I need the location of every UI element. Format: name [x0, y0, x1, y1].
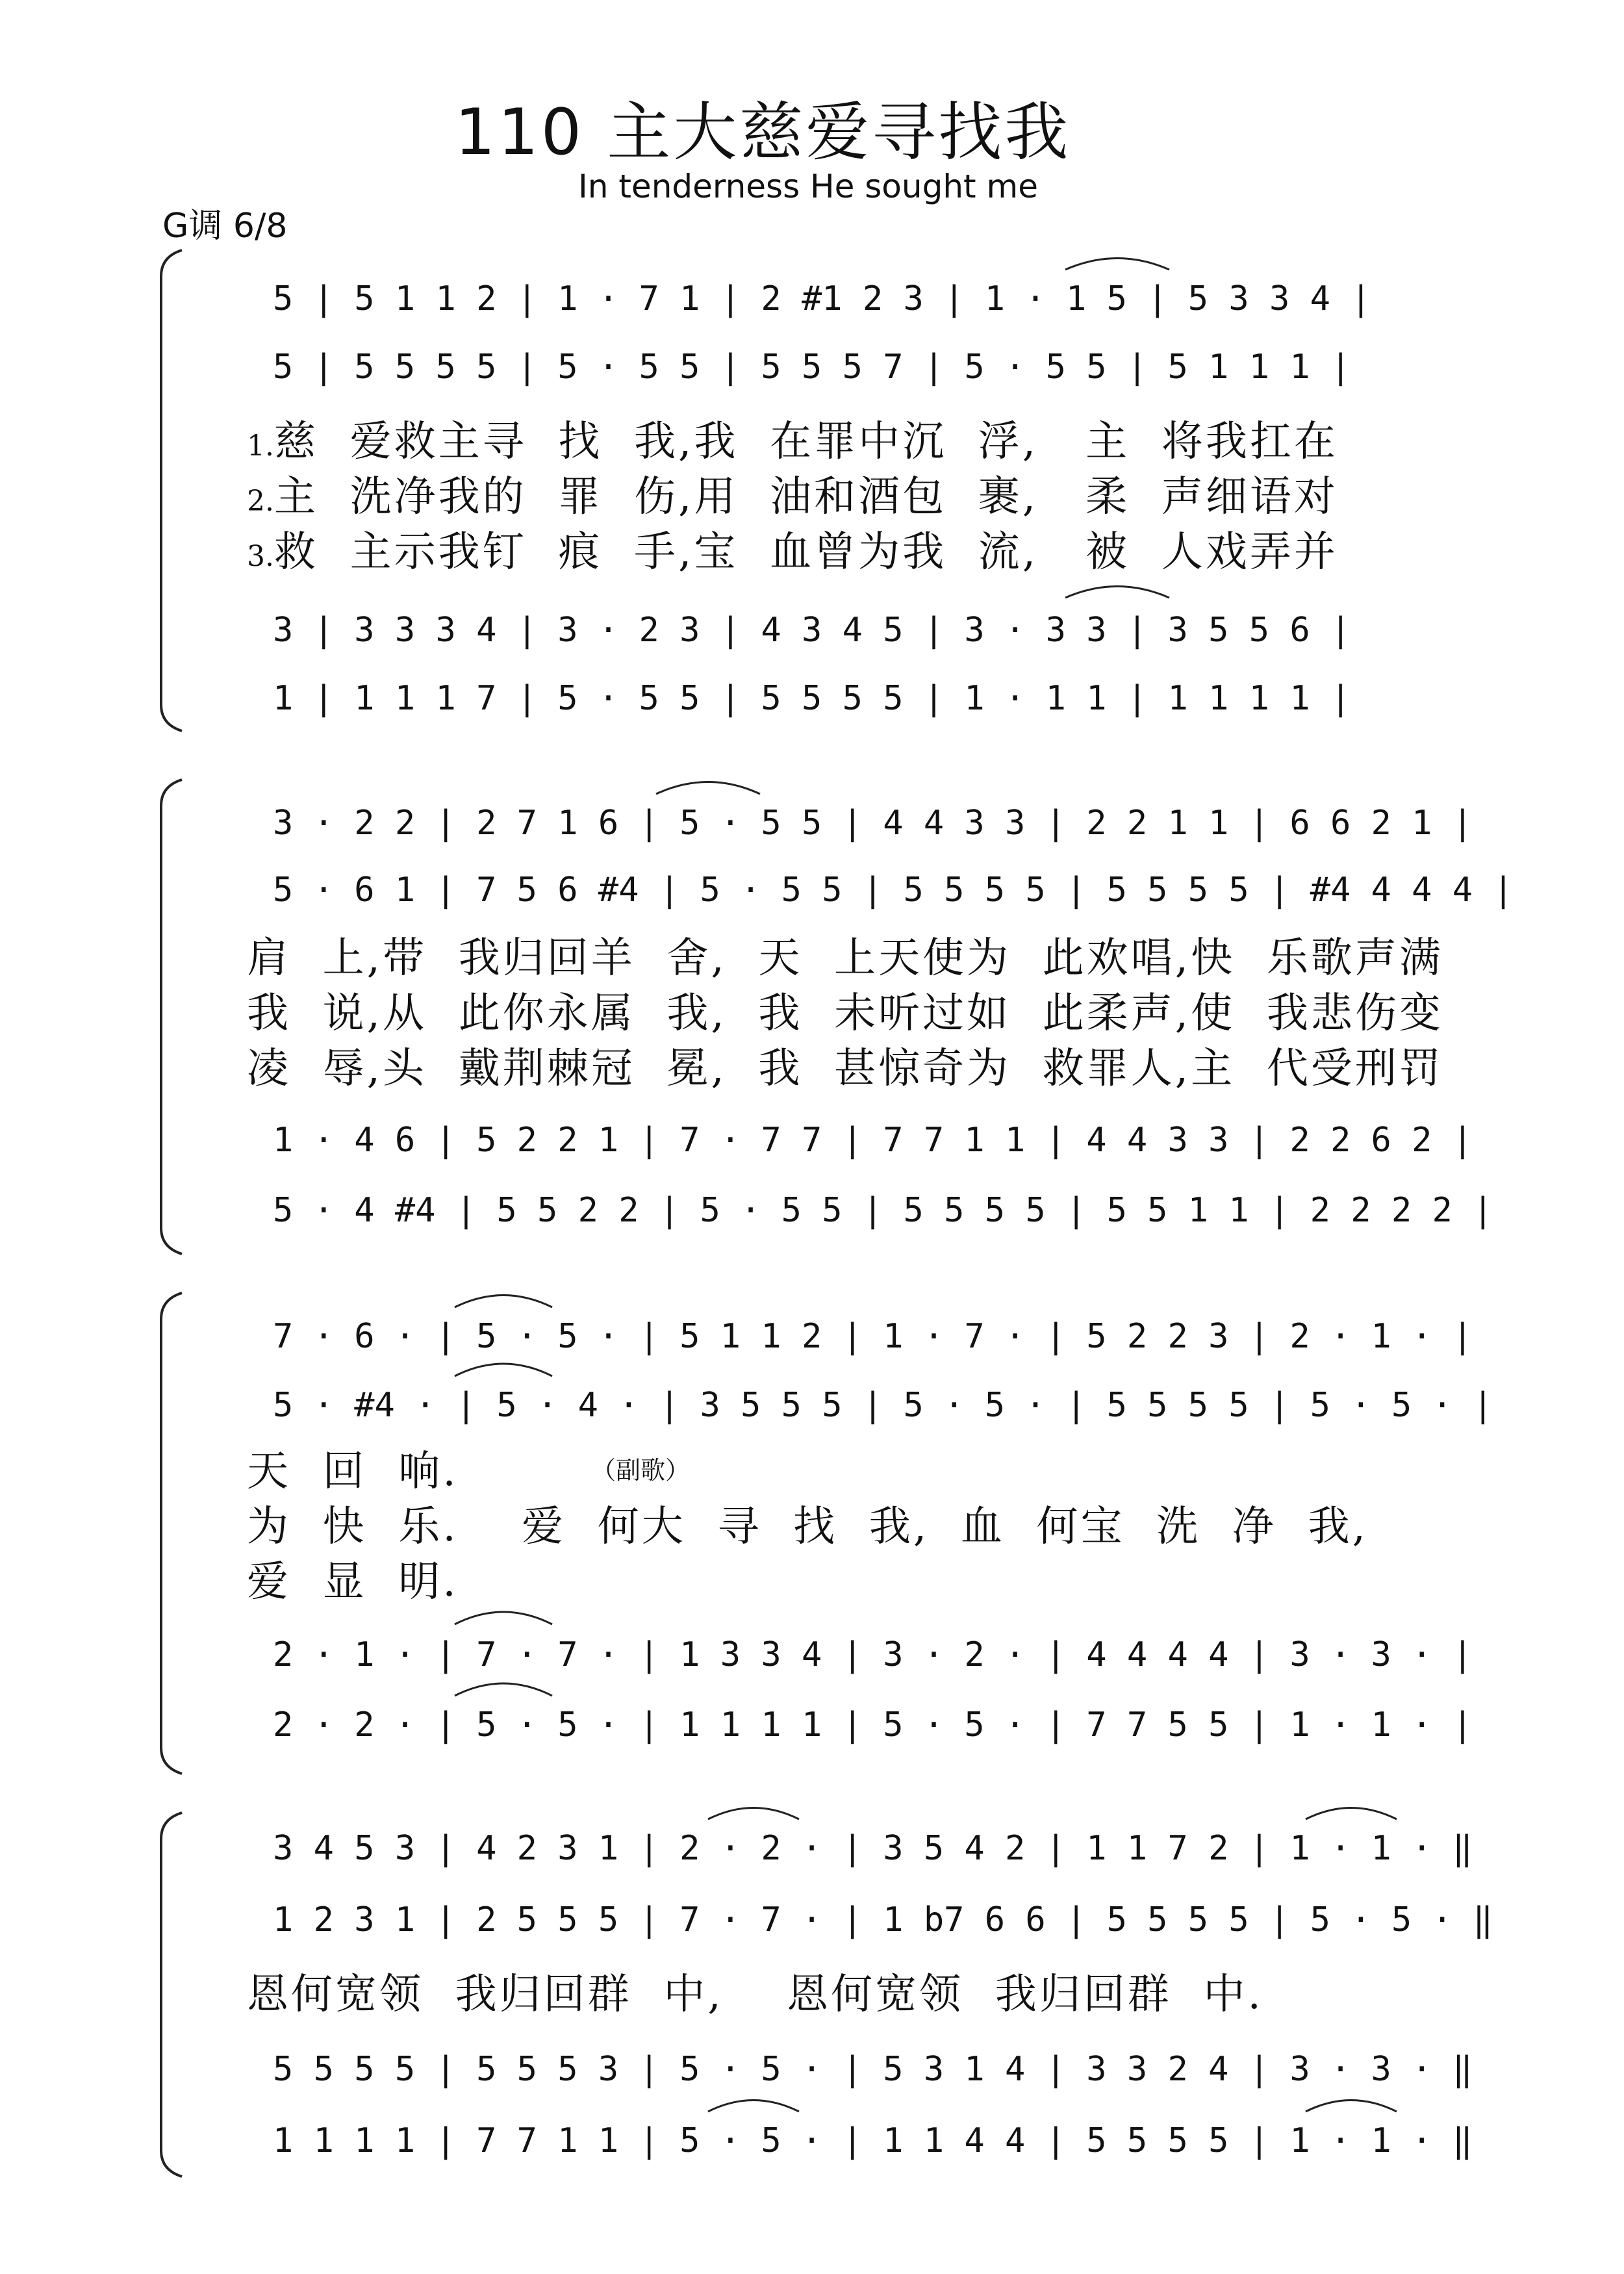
- staff-bass: 5 · 4 #4 | 5 5 2 2 | 5 · 5 5 | 5 5 5 5 | 5 5 1 1 | 2 2 2 2 |: [273, 1191, 1493, 1230]
- tie-mark: [455, 1296, 552, 1308]
- lyric-line: [247, 1556, 1520, 1608]
- staff-alto: 1 2 3 1 | 2 5 5 5 | 7 · 7 · | 1 b7 6 6 | 5 5 5 5 | 5 · 5 · ‖: [273, 1900, 1493, 1939]
- key-signature: G调 6/8: [162, 207, 288, 246]
- lyric-text: 恩何宽领 我归回群 中, 恩何宽领 我归回群 中.: [247, 1971, 1263, 2019]
- verse-number: 1.: [247, 429, 274, 463]
- lyric-text: 天 回 响.: [247, 1448, 459, 1496]
- lyric-text: 救 主示我钉 痕 手,宝 血曾为我 流, 被 人戏弄并: [273, 528, 1338, 576]
- lyric-line: [247, 416, 1520, 468]
- staff-tenor: 1 · 4 6 | 5 2 2 1 | 7 · 7 7 | 7 7 1 1 | 4 4 3 3 | 2 2 6 2 |: [273, 1121, 1473, 1160]
- staff-tenor: 2 · 1 · | 7 · 7 · | 1 3 3 4 | 3 · 2 · | 4 4 4 4 | 3 · 3 · |: [273, 1635, 1473, 1674]
- staff-tenor: 5 5 5 5 | 5 5 5 3 | 5 · 5 · | 5 3 1 4 | 3 3 2 4 | 3 · 3 · ‖: [273, 2050, 1473, 2089]
- system-brace: [156, 780, 186, 1254]
- verse-number: 2.: [247, 485, 274, 518]
- system-brace: [156, 1813, 186, 2177]
- lyric-line: [247, 526, 1520, 578]
- lyric-line: [247, 932, 1520, 984]
- lyric-text: 凌 辱,头 戴荆棘冠 冕, 我 甚惊奇为 救罪人,主 代受刑罚: [247, 1045, 1443, 1093]
- lyric-text: 慈 爱救主寻 找 我,我 在罪中沉 浮, 主 将我扛在: [273, 418, 1338, 466]
- lyric-text: 爱 显 明.: [247, 1558, 459, 1606]
- verse-number: 3.: [247, 540, 274, 573]
- lyric-line: [247, 1043, 1520, 1095]
- staff-tenor: 3 | 3 3 3 4 | 3 · 2 3 | 4 3 4 5 | 3 · 3 3 | 3 5 5 6 |: [273, 611, 1351, 650]
- song-subtitle: In tenderness He sought me: [578, 168, 1038, 205]
- staff-bass: 2 · 2 · | 5 · 5 · | 1 1 1 1 | 5 · 5 · | 7 7 5 5 | 1 · 1 · |: [273, 1706, 1473, 1744]
- chorus-label: （副歌）: [591, 1456, 691, 1485]
- system-brace: [156, 1293, 186, 1774]
- lyric-text: 主 洗净我的 罪 伤,用 油和酒包 裹, 柔 声细语对: [273, 473, 1338, 521]
- tie-mark: [1306, 1808, 1397, 1820]
- tie-mark: [708, 1808, 799, 1820]
- tie-mark: [455, 1364, 552, 1376]
- staff-soprano: 5 | 5 1 1 2 | 1 · 7 1 | 2 #1 2 3 | 1 · 1 5 | 5 3 3 4 |: [273, 279, 1371, 318]
- staff-bass: 1 1 1 1 | 7 7 1 1 | 5 · 5 · | 1 1 4 4 | 5 5 5 5 | 1 · 1 · ‖: [273, 2121, 1473, 2160]
- staff-soprano: 3 4 5 3 | 4 2 3 1 | 2 · 2 · | 3 5 4 2 | 1 1 7 2 | 1 · 1 · ‖: [273, 1829, 1473, 1868]
- lyric-text: 肩 上,带 我归回羊 舍, 天 上天使为 此欢唱,快 乐歌声满: [247, 934, 1443, 982]
- song-title: 110 主大慈爱寻找我: [455, 96, 1071, 170]
- staff-alto: 5 · #4 · | 5 · 4 · | 3 5 5 5 | 5 · 5 · | 5 5 5 5 | 5 · 5 · |: [273, 1386, 1493, 1425]
- tie-mark: [1065, 259, 1169, 270]
- tie-mark: [455, 1683, 552, 1696]
- staff-alto: 5 · 6 1 | 7 5 6 #4 | 5 · 5 5 | 5 5 5 5 | 5 5 5 5 | #4 4 4 4 |: [273, 871, 1514, 910]
- lyric-line: [247, 1501, 1520, 1553]
- staff-bass: 1 | 1 1 1 7 | 5 · 5 5 | 5 5 5 5 | 1 · 1 1 | 1 1 1 1 |: [273, 679, 1351, 718]
- lyric-text: 我 说,从 此你永属 我, 我 未听过如 此柔声,使 我悲伤变: [247, 990, 1443, 1038]
- staff-soprano: 3 · 2 2 | 2 7 1 6 | 5 · 5 5 | 4 4 3 3 | 2 2 1 1 | 6 6 2 1 |: [273, 804, 1473, 843]
- tie-mark: [1306, 2101, 1397, 2112]
- tie-mark: [708, 2101, 799, 2112]
- tie-mark: [455, 1612, 552, 1624]
- staff-alto: 5 | 5 5 5 5 | 5 · 5 5 | 5 5 5 7 | 5 · 5 5 | 5 1 1 1 |: [273, 348, 1351, 387]
- staff-soprano: 7 · 6 · | 5 · 5 · | 5 1 1 2 | 1 · 7 · | 5 2 2 3 | 2 · 1 · |: [273, 1317, 1473, 1356]
- system-brace: [156, 250, 186, 731]
- lyric-line: [247, 988, 1520, 1040]
- lyric-text: 为 快 乐. 爱 何大 寻 找 我, 血 何宝 洗 净 我,: [247, 1503, 1368, 1551]
- tie-mark: [1065, 587, 1169, 598]
- tie-mark: [656, 782, 760, 795]
- lyric-line: [247, 1969, 1520, 2021]
- lyric-line: [247, 471, 1520, 523]
- lyric-line: [247, 1446, 1520, 1498]
